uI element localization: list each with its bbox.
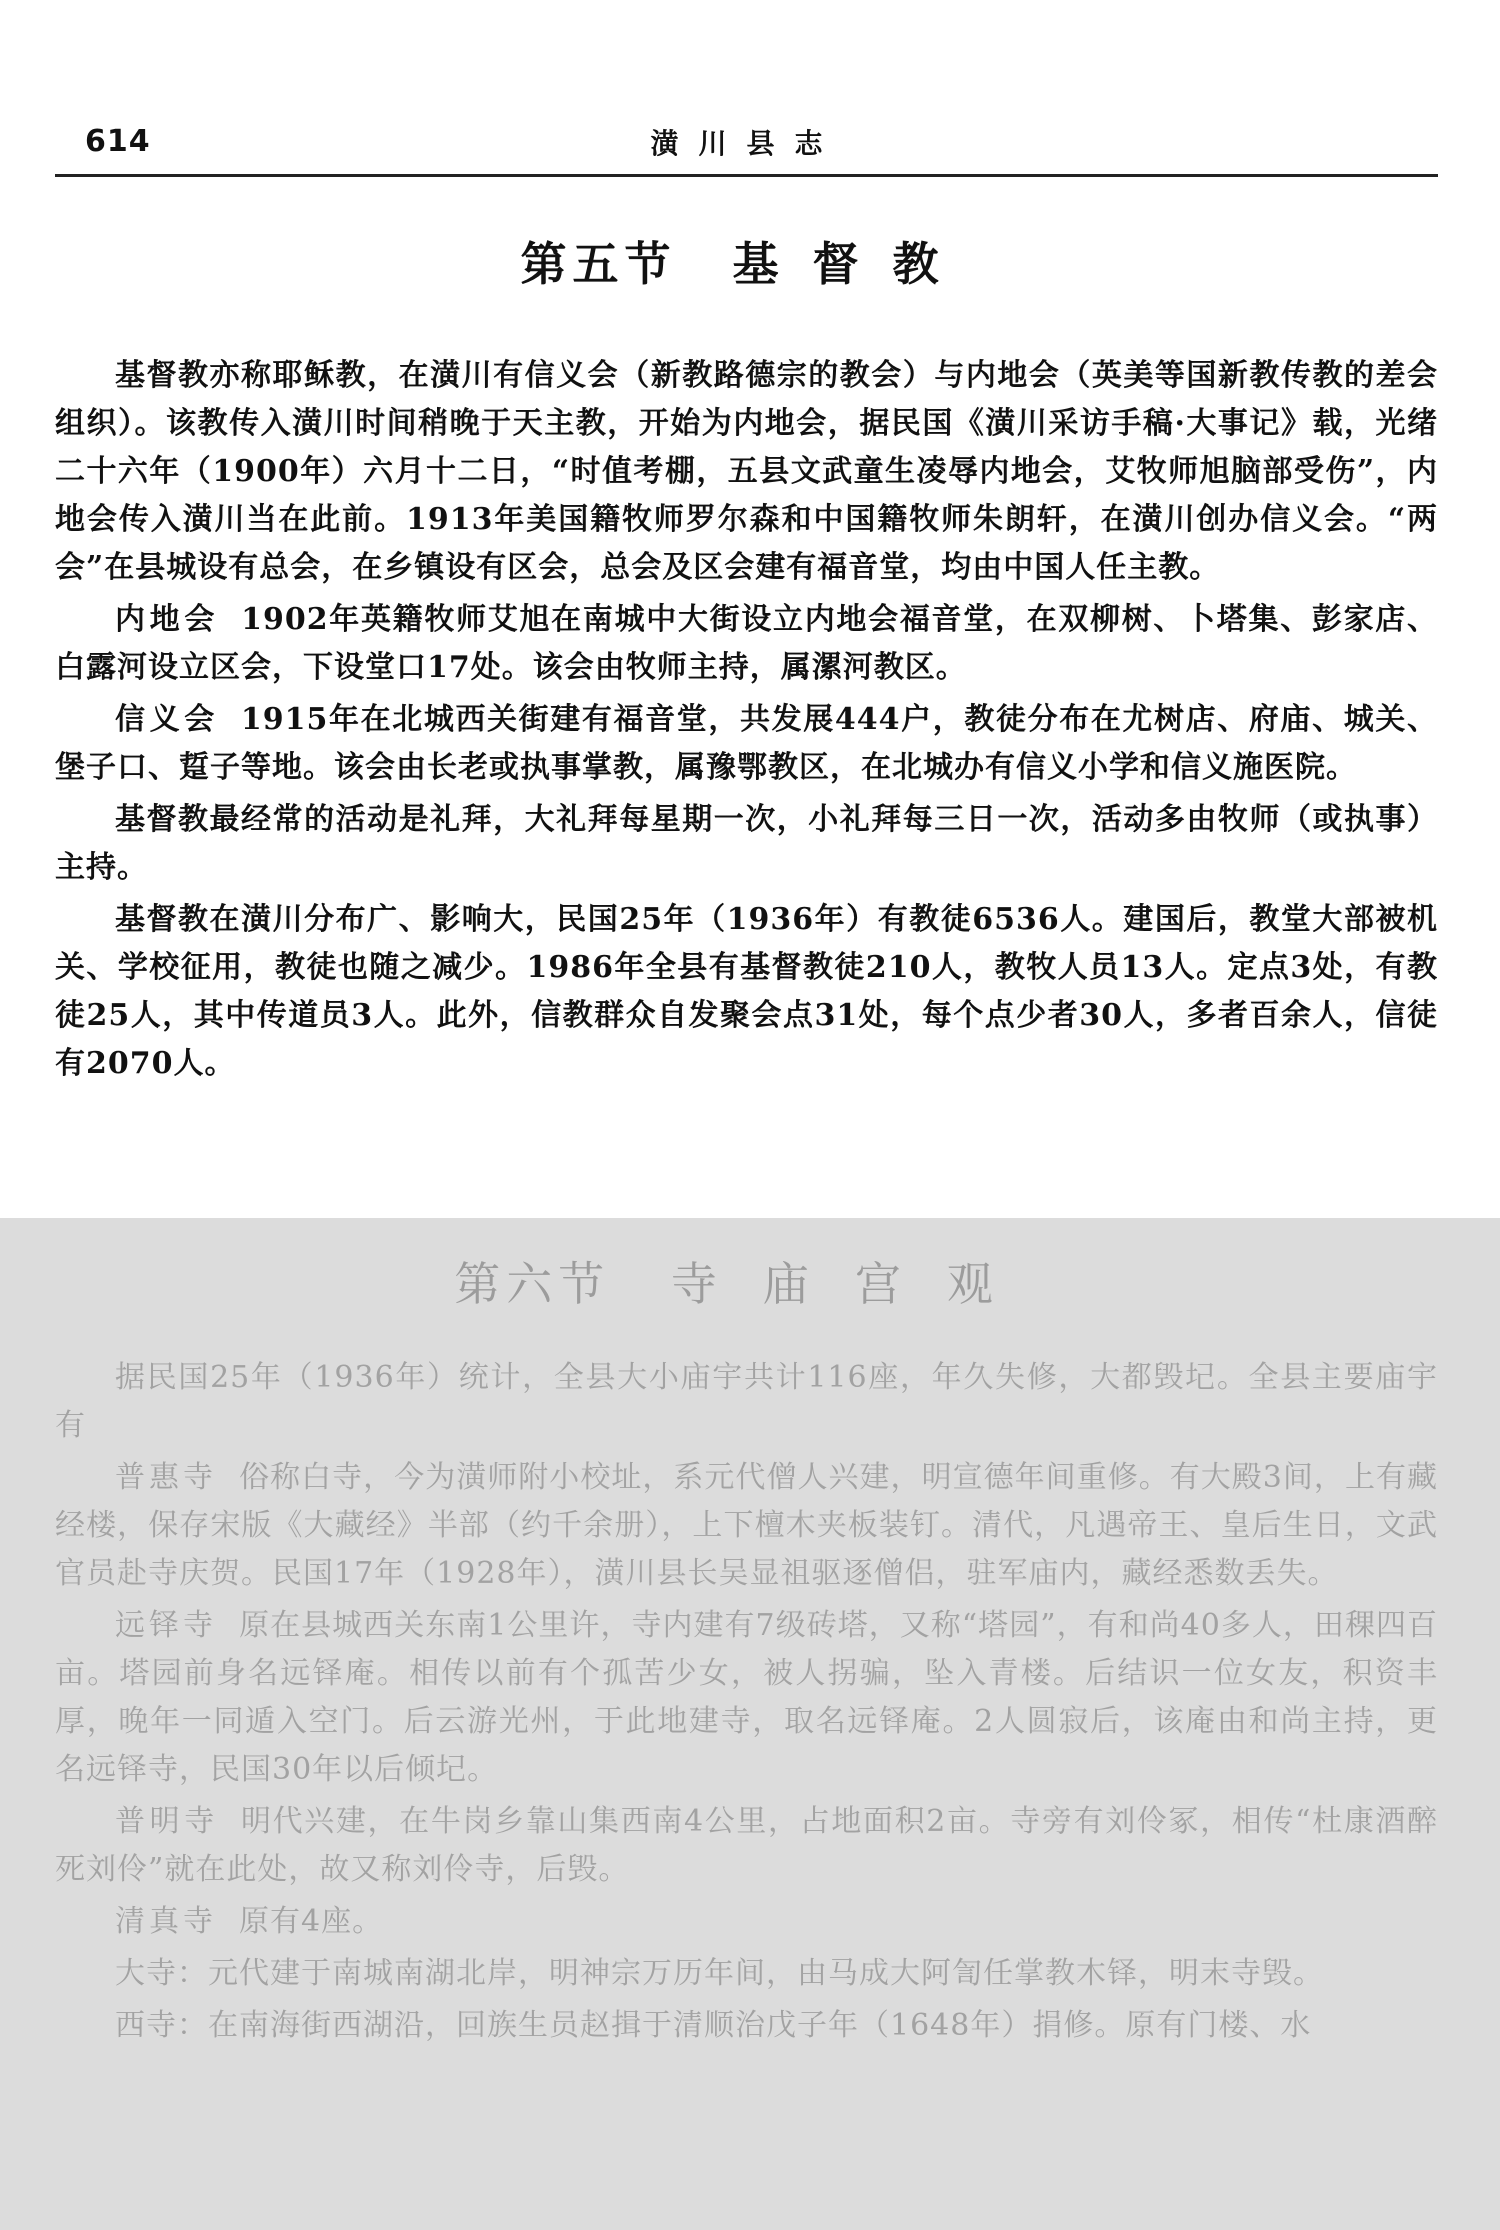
entry-text: 俗称白寺，今为潢师附小校址，系元代僧人兴建，明宣德年间重修。有大殿3间，上有藏经楼，保存宋版《大藏经》半部（约千余册），上下檀木夹板装钉。清代，凡遇帝王、皇后生日，文武官员赴寺庆贺。民国17年（1928年），潢川县长吴显祖驱逐僧侣，驻军庙内，藏经悉数丢失。 xyxy=(55,1460,1439,1591)
section-temples-shaded xyxy=(0,1218,1500,2230)
section-number: 第五节 xyxy=(520,237,677,291)
section-number: 第六节 xyxy=(454,1257,611,1311)
section-title xyxy=(55,228,1438,294)
entry-paragraph xyxy=(55,596,1438,692)
section-name: 寺庙宫观 xyxy=(670,1257,1039,1311)
entry-text: 原在县城西关东南1公里许，寺内建有7级砖塔，又称“塔园”，有和尚40多人，田稞四百亩。塔园前身名远铎庵。相传以前有个孤苦少女，被人拐骗，坠入青楼。后结识一位女友，积资丰厚，晚年一同遁入空门。后云游光州，于此地建寺，取名远铎庵。2人圆寂后，该庵由和尚主持，更名远铎寺，民国30年以后倾圮。 xyxy=(55,1608,1438,1787)
running-head: 潢川县志 xyxy=(650,127,843,160)
entry-text: 1902年英籍牧师艾旭在南城中大街设立内地会福音堂，在双柳树、卜塔集、彭家店、白露河设立区会，下设堂口17处。该会由牧师主持，属漯河教区。 xyxy=(55,602,1438,685)
section-title xyxy=(55,1248,1438,1314)
paragraph: 据民国25年（1936年）统计，全县大小庙宇共计116座，年久失修，大都毁圮。全县主要庙宇有 xyxy=(55,1360,1438,1443)
entry-heading: 普明寺 xyxy=(115,1804,219,1839)
paragraph: 基督教亦称耶稣教，在潢川有信义会（新教路德宗的教会）与内地会（英美等国新教传教的差会组织）。该教传入潢川时间稍晚于天主教，开始为内地会，据民国《潢川采访手稿·大事记》载，光绪二十六年（1900年）六月十二日，“时值考棚，五县文武童生凌辱内地会，艾牧师旭脑部受伤”，内地会传入潢川当在此前。1913年美国籍牧师罗尔森和中国籍牧师朱朗轩，在潢川创办信义会。“两会”在县城设有总会，在乡镇设有区会，总会及区会建有福音堂，均由中国人任主教。 xyxy=(55,358,1438,585)
entry-paragraph xyxy=(55,696,1438,792)
entry-heading: 信义会 xyxy=(115,702,219,737)
entry-paragraph xyxy=(55,1898,1438,1946)
section-christianity xyxy=(55,200,1438,1092)
entry-heading: 普惠寺 xyxy=(115,1460,218,1495)
page-header xyxy=(55,112,1438,177)
page-number: 614 xyxy=(85,124,151,159)
entry-paragraph xyxy=(55,1798,1438,1894)
entry-paragraph xyxy=(55,1454,1438,1598)
entry-heading: 清真寺 xyxy=(115,1904,217,1939)
paragraph: 基督教最经常的活动是礼拜，大礼拜每星期一次，小礼拜每三日一次，活动多由牧师（或执事）主持。 xyxy=(55,802,1438,885)
entry-heading: 远铎寺 xyxy=(115,1608,218,1643)
entry-heading: 内地会 xyxy=(115,602,220,637)
entry-text: 1915年在北城西关街建有福音堂，共发展444户，教徒分布在尤树店、府庙、城关、堡子口、踅子等地。该会由长老或执事掌教，属豫鄂教区，在北城办有信义小学和信义施医院。 xyxy=(55,702,1438,785)
entry-paragraph xyxy=(55,1602,1438,1794)
sub-entry: 西寺：在南海街西湖沿，回族生员赵揖于清顺治戊子年（1648年）捐修。原有门楼、水 xyxy=(115,2008,1312,2043)
entry-text: 明代兴建，在牛岗乡靠山集西南4公里，占地面积2亩。寺旁有刘伶冢，相传“杜康酒醉死刘伶”就在此处，故又称刘伶寺，后毁。 xyxy=(55,1804,1439,1887)
entry-text: 原有4座。 xyxy=(239,1904,384,1939)
sub-entry: 大寺：元代建于南城南湖北岸，明神宗万历年间，由马成大阿訇任掌教木铎，明末寺毁。 xyxy=(115,1956,1324,1991)
section-name: 基督教 xyxy=(732,237,973,291)
paragraph: 基督教在潢川分布广、影响大，民国25年（1936年）有教徒6536人。建国后，教堂大部被机关、学校征用，教徒也随之减少。1986年全县有基督教徒210人，教牧人员13人。定点3处，有教徒25人，其中传道员3人。此外，信教群众自发聚会点31处，每个点少者30人，多者百余人，信徒有2070人。 xyxy=(55,902,1438,1081)
